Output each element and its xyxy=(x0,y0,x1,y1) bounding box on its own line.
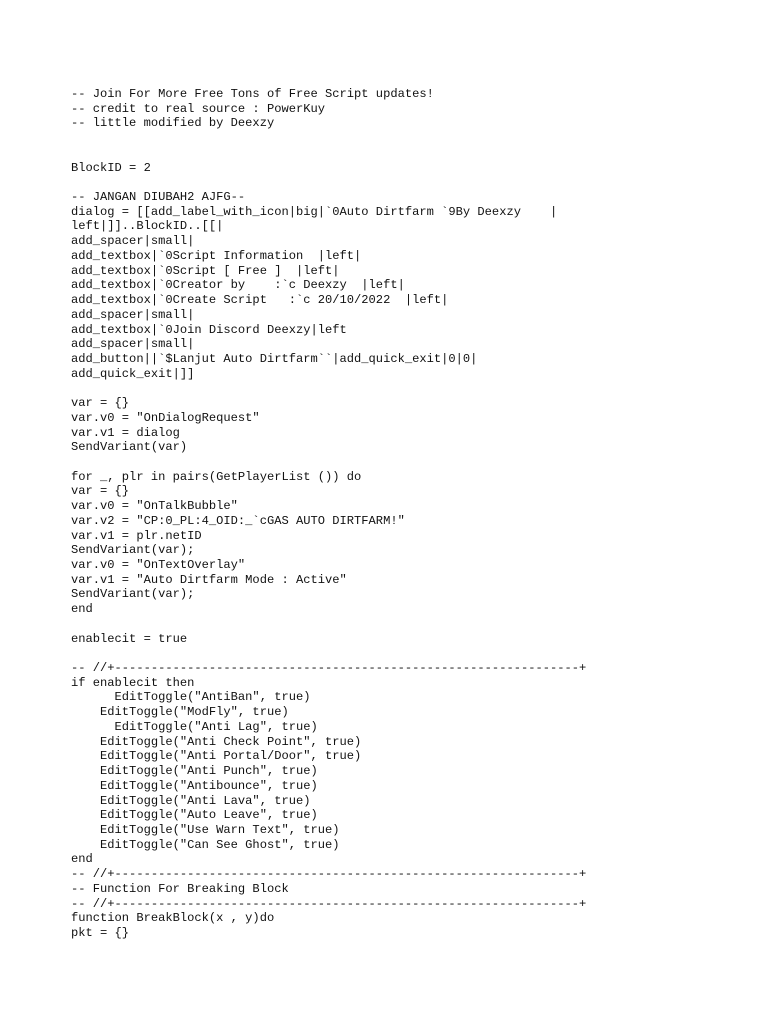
code-line: add_spacer|small| xyxy=(71,307,195,322)
code-line: add_spacer|small| xyxy=(71,234,195,249)
code-line: var.v1 = dialog xyxy=(71,425,180,440)
code-line: EditToggle("ModFly", true) xyxy=(71,705,289,720)
blank-line xyxy=(71,455,731,470)
code-line: dialog = [[add_label_with_icon|big|`0Auto Dirtfarm `9By Deexzy | xyxy=(71,204,558,219)
code-line: -- credit to real source : PowerKuy xyxy=(71,101,326,116)
code-line: end xyxy=(71,602,93,617)
code-line: EditToggle("Can See Ghost", true) xyxy=(71,837,340,852)
code-line: EditToggle("Anti Punch", true) xyxy=(71,764,318,779)
code-line: add_textbox|`0Join Discord Deexzy|left xyxy=(71,322,347,337)
code-line: EditToggle("Anti Portal/Door", true) xyxy=(71,749,362,764)
blank-line xyxy=(71,646,731,661)
code-line: EditToggle("AntiBan", true) xyxy=(71,690,311,705)
code-line: EditToggle("Anti Lava", true) xyxy=(71,793,311,808)
code-line: SendVariant(var); xyxy=(71,587,195,602)
code-line: left|]]..BlockID..[[| xyxy=(71,219,224,234)
code-line: add_textbox|`0Create Script :`c 20/10/2022 |left| xyxy=(71,293,449,308)
code-line: -- //+----------------------------------------------------------------+ xyxy=(71,867,587,882)
code-line: EditToggle("Auto Leave", true) xyxy=(71,808,318,823)
code-line: add_button||`$Lanjut Auto Dirtfarm``|add_quick_exit|0|0| xyxy=(71,351,478,366)
code-line: var.v1 = plr.netID xyxy=(71,528,202,543)
blank-line xyxy=(71,131,731,146)
blank-line xyxy=(71,617,731,632)
code-line: add_textbox|`0Script Information |left| xyxy=(71,248,362,263)
code-line: var.v1 = "Auto Dirtfarm Mode : Active" xyxy=(71,572,347,587)
code-line: BlockID = 2 xyxy=(71,160,151,175)
code-line: -- //+----------------------------------------------------------------+ xyxy=(71,896,587,911)
code-line: add_textbox|`0Creator by :`c Deexzy |left| xyxy=(71,278,405,293)
code-line: -- //+----------------------------------------------------------------+ xyxy=(71,661,587,676)
code-line: add_quick_exit|]] xyxy=(71,366,195,381)
code-line: add_textbox|`0Script [ Free ] |left| xyxy=(71,263,340,278)
code-line: for _, plr in pairs(GetPlayerList ()) do xyxy=(71,469,362,484)
code-line: end xyxy=(71,852,93,867)
code-line: var = {} xyxy=(71,484,130,499)
code-line: var.v2 = "CP:0_PL:4_OID:_`cGAS AUTO DIRTFARM!" xyxy=(71,513,405,528)
code-line: function BreakBlock(x , y)do xyxy=(71,911,275,926)
code-line: EditToggle("Use Warn Text", true) xyxy=(71,822,340,837)
code-line: SendVariant(var); xyxy=(71,543,195,558)
code-listing xyxy=(71,87,731,941)
code-line: pkt = {} xyxy=(71,925,130,940)
code-line: add_spacer|small| xyxy=(71,337,195,352)
code-line: -- little modified by Deexzy xyxy=(71,116,275,131)
code-line: EditToggle("Anti Lag", true) xyxy=(71,719,318,734)
code-line: -- JANGAN DIUBAH2 AJFG-- xyxy=(71,190,246,205)
code-line: -- Function For Breaking Block xyxy=(71,881,289,896)
code-line: var.v0 = "OnTalkBubble" xyxy=(71,499,238,514)
code-line: if enablecit then xyxy=(71,675,195,690)
code-line: SendVariant(var) xyxy=(71,440,188,455)
code-line: EditToggle("Antibounce", true) xyxy=(71,778,318,793)
code-line: enablecit = true xyxy=(71,631,188,646)
blank-line xyxy=(71,381,731,396)
code-line: EditToggle("Anti Check Point", true) xyxy=(71,734,362,749)
code-line: var = {} xyxy=(71,396,130,411)
code-line: -- Join For More Free Tons of Free Script updates! xyxy=(71,87,434,101)
blank-line xyxy=(71,146,731,161)
code-line: var.v0 = "OnDialogRequest" xyxy=(71,410,260,425)
blank-line xyxy=(71,175,731,190)
code-line: var.v0 = "OnTextOverlay" xyxy=(71,558,246,572)
